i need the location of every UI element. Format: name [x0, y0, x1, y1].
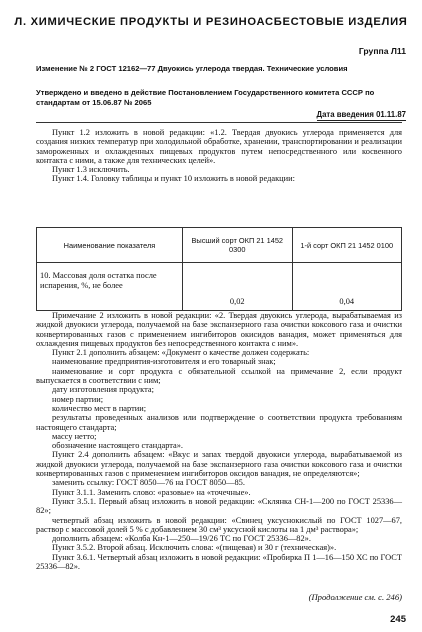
table-row: [37, 263, 402, 311]
approval-statement: Утверждено и введено в действие Постановлением Государственного комитета СССР по стандартам от 15.06.87 № 2065: [36, 88, 375, 107]
body-text-b: [36, 311, 402, 571]
paragraph: наименование предприятия-изготовителя и его товарный знак;: [52, 357, 276, 367]
table-header-row: [37, 228, 402, 263]
page-number: 245: [390, 614, 406, 625]
section-header: Л. ХИМИЧЕСКИЕ ПРОДУКТЫ И РЕЗИНОАСБЕСТОВЫЕ ИЗДЕЛИЯ: [14, 16, 408, 28]
paragraph: обозначение настоящего стандарта».: [52, 441, 184, 451]
paragraph: заменить ссылку: ГОСТ 8050—76 на ГОСТ 8050—85.: [52, 478, 245, 488]
paragraph: Пункт 3.6.1. Четвертый абзац изложить в новой редакции: «Пробирка П 1—16—150 ХС по ГОСТ 25336—82».: [36, 552, 402, 572]
paragraph: Пункт 2.1 дополнить абзацем: «Документ о качестве должен содержать:: [52, 348, 310, 358]
table-cell-value: 0,02: [183, 263, 293, 311]
paragraph: дополнить абзацем: «Колба Кн-1—250—19/26 ТС по ГОСТ 25336—82».: [52, 534, 311, 544]
paragraph: Пункт 1.2 изложить в новой редакции: «1.2. Твердая двуокись углерода применяется для создания низких температур при холодильной обработке, хранении, транспортировании и реализации замороженных и охлажденных пищевых продуктов путем непосредственного или косвенного контакта с ними, а также для технических целей».: [36, 128, 402, 165]
paragraph: Пункт 3.5.2. Второй абзац. Исключить слова: «(пищевая) и 30 г (техническая)».: [52, 543, 337, 553]
table-cell-indicator: 10. Массовая доля остатка после испарения, %, не более: [37, 263, 183, 311]
effective-date: Дата введения 01.11.87: [316, 110, 406, 119]
table-header-cell: Высший сорт ОКП 21 1452 0300: [183, 228, 293, 263]
paragraph: Примечание 2 изложить в новой редакции: «2. Твердая двуокись углерода, вырабатываемая из жидкой двуокиси углерода, получаемой на базе экспанзерного газа очистки коксового газа и очистки конвертированных газов с применением ингибиторов окисидов ванадия, может применяться для охлаждения пищевых продуктов без непосредственного контакта с ним».: [36, 311, 402, 348]
body-text-a: [36, 128, 402, 184]
paragraph: Пункт 1.4. Головку таблицы и пункт 10 изложить в новой редакции:: [52, 174, 295, 184]
paragraph: четвертый абзац изложить в новой редакции: «Свинец уксуснокислый по ГОСТ 1027—67, раствор с массовой долей 5 % с добавлением 30 см³ уксусной кислоты на 1 дм³ раствора»;: [36, 515, 402, 534]
divider: [36, 122, 402, 123]
continuation-note: (Продолжение см. с. 246): [308, 592, 402, 602]
paragraph: результаты проведенных анализов или подтверждение о соответствии продукта требованиям настоящего стандарта;: [36, 413, 402, 432]
indicator-table: [36, 227, 402, 311]
paragraph: Пункт 1.3 исключить.: [52, 165, 130, 175]
paragraph: дату изготовления продукта;: [52, 385, 154, 395]
group-label: Группа Л11: [358, 46, 406, 56]
paragraph: количество мест в партии;: [52, 403, 147, 413]
paragraph: массу нетто;: [52, 431, 97, 441]
paragraph: номер партии;: [52, 394, 104, 404]
paragraph: Пункт 2.4 дополнить абзацем: «Вкус и запах твердой двуокиси углерода, вырабатываемой из жидкой двуокиси углерода, получаемой на базе экспанзерного газа очистки коксового газа и очистки конвертированных газов с применением ингибиторов оксидов ванадия, не определяются»;: [36, 450, 402, 479]
paragraph: наименование и сорт продукта с обязательной ссылкой на примечание 2, если продукт выпускается в соответствии с ним;: [36, 366, 402, 386]
table-header-cell: Наименование показателя: [37, 228, 183, 263]
table-cell-value: 0,04: [292, 263, 402, 311]
table-header-cell: 1-й сорт ОКП 21 1452 0100: [292, 228, 402, 263]
amendment-title: Изменение № 2 ГОСТ 12162—77 Двуокись углерода твердая. Технические условия: [36, 64, 348, 73]
paragraph: Пункт 3.1.1. Заменить слово: «разовые» на «точечные».: [52, 487, 251, 497]
paragraph: Пункт 3.5.1. Первый абзац изложить в новой редакции: «Склянка СН-1—200 по ГОСТ 25336—82»;: [36, 496, 402, 516]
